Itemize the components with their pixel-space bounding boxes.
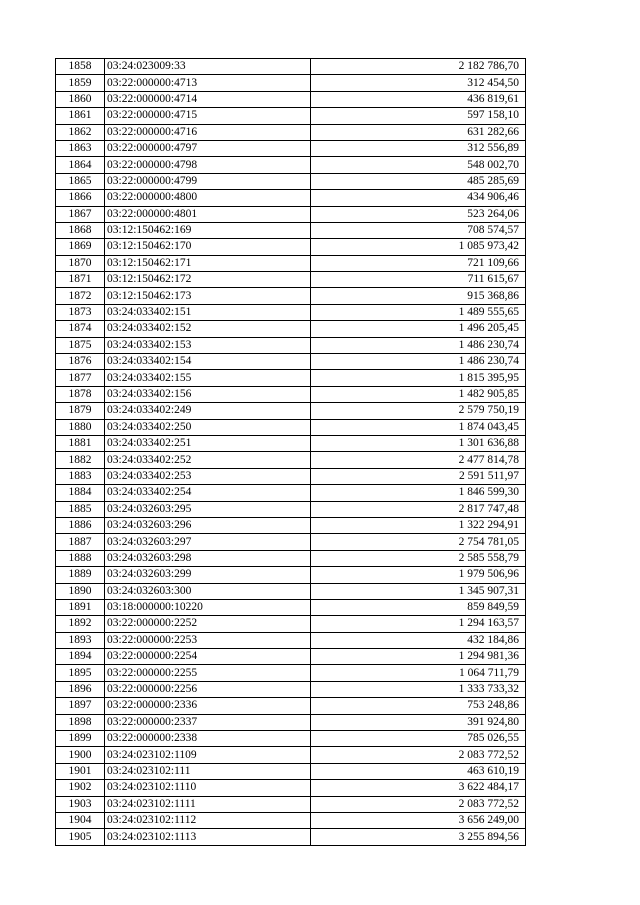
row-number-cell: 1888 (56, 550, 105, 566)
table-row (56, 435, 526, 451)
cadastral-number-cell: 03:22:000000:2337 (105, 714, 311, 730)
cadastral-value-cell: 2 477 814,78 (311, 452, 526, 468)
cadastral-value-cell: 1 489 555,65 (311, 304, 526, 320)
table-row (56, 796, 526, 812)
table-row (56, 75, 526, 91)
cadastral-value-cell: 753 248,86 (311, 698, 526, 714)
row-number-cell: 1903 (56, 796, 105, 812)
cadastral-value-cell: 1 815 395,95 (311, 370, 526, 386)
cadastral-value-cell: 785 026,55 (311, 731, 526, 747)
cadastral-value-cell: 312 454,50 (311, 75, 526, 91)
table-row (56, 419, 526, 435)
table-row (56, 829, 526, 845)
cadastral-number-cell: 03:22:000000:2252 (105, 616, 311, 632)
cadastral-number-cell: 03:24:033402:254 (105, 485, 311, 501)
cadastral-number-cell: 03:22:000000:4715 (105, 108, 311, 124)
cadastral-number-cell: 03:22:000000:2336 (105, 698, 311, 714)
row-number-cell: 1860 (56, 91, 105, 107)
table-row (56, 206, 526, 222)
table-row (56, 616, 526, 632)
row-number-cell: 1879 (56, 403, 105, 419)
cadastral-number-cell: 03:24:023102:1110 (105, 780, 311, 796)
cadastral-number-cell: 03:24:033402:155 (105, 370, 311, 386)
row-number-cell: 1905 (56, 829, 105, 845)
table-row (56, 534, 526, 550)
cadastral-value-cell: 2 591 511,97 (311, 468, 526, 484)
table-row (56, 468, 526, 484)
table-row (56, 370, 526, 386)
table-row (56, 272, 526, 288)
row-number-cell: 1872 (56, 288, 105, 304)
table-row (56, 747, 526, 763)
cadastral-value-table (55, 58, 526, 846)
table-row (56, 386, 526, 402)
cadastral-value-cell: 548 002,70 (311, 157, 526, 173)
row-number-cell: 1902 (56, 780, 105, 796)
cadastral-number-cell: 03:12:150462:172 (105, 272, 311, 288)
row-number-cell: 1878 (56, 386, 105, 402)
cadastral-number-cell: 03:24:023102:1113 (105, 829, 311, 845)
cadastral-value-cell: 1 486 230,74 (311, 354, 526, 370)
row-number-cell: 1894 (56, 649, 105, 665)
cadastral-value-cell: 2 579 750,19 (311, 403, 526, 419)
cadastral-value-cell: 463 610,19 (311, 763, 526, 779)
row-number-cell: 1868 (56, 222, 105, 238)
table-row (56, 763, 526, 779)
cadastral-number-cell: 03:24:033402:152 (105, 321, 311, 337)
cadastral-number-cell: 03:22:000000:4801 (105, 206, 311, 222)
row-number-cell: 1865 (56, 173, 105, 189)
table-row (56, 731, 526, 747)
cadastral-value-cell: 1 333 733,32 (311, 681, 526, 697)
row-number-cell: 1891 (56, 599, 105, 615)
table-body (56, 59, 526, 846)
row-number-cell: 1892 (56, 616, 105, 632)
row-number-cell: 1880 (56, 419, 105, 435)
cadastral-value-cell: 1 874 043,45 (311, 419, 526, 435)
table-row (56, 222, 526, 238)
table-row (56, 632, 526, 648)
table-row (56, 124, 526, 140)
table-row (56, 517, 526, 533)
row-number-cell: 1859 (56, 75, 105, 91)
cadastral-value-cell: 597 158,10 (311, 108, 526, 124)
cadastral-number-cell: 03:22:000000:4713 (105, 75, 311, 91)
row-number-cell: 1882 (56, 452, 105, 468)
row-number-cell: 1881 (56, 435, 105, 451)
cadastral-value-cell: 1 064 711,79 (311, 665, 526, 681)
cadastral-value-cell: 312 556,89 (311, 140, 526, 156)
row-number-cell: 1900 (56, 747, 105, 763)
table-row (56, 599, 526, 615)
cadastral-value-cell: 2 083 772,52 (311, 796, 526, 812)
table-row (56, 714, 526, 730)
cadastral-value-cell: 708 574,57 (311, 222, 526, 238)
row-number-cell: 1863 (56, 140, 105, 156)
cadastral-value-cell: 1 846 599,30 (311, 485, 526, 501)
cadastral-number-cell: 03:24:032603:297 (105, 534, 311, 550)
table-row (56, 255, 526, 271)
row-number-cell: 1869 (56, 239, 105, 255)
table-row (56, 140, 526, 156)
cadastral-value-cell: 3 622 484,17 (311, 780, 526, 796)
cadastral-value-cell: 2 817 747,48 (311, 501, 526, 517)
cadastral-number-cell: 03:24:033402:153 (105, 337, 311, 353)
row-number-cell: 1871 (56, 272, 105, 288)
cadastral-number-cell: 03:24:032603:296 (105, 517, 311, 533)
cadastral-number-cell: 03:24:033402:252 (105, 452, 311, 468)
row-number-cell: 1886 (56, 517, 105, 533)
cadastral-value-cell: 434 906,46 (311, 190, 526, 206)
table-row (56, 239, 526, 255)
cadastral-value-cell: 1 496 205,45 (311, 321, 526, 337)
cadastral-number-cell: 03:22:000000:4799 (105, 173, 311, 189)
row-number-cell: 1899 (56, 731, 105, 747)
table-row (56, 665, 526, 681)
row-number-cell: 1858 (56, 59, 105, 75)
cadastral-number-cell: 03:22:000000:2254 (105, 649, 311, 665)
table-row (56, 550, 526, 566)
row-number-cell: 1889 (56, 567, 105, 583)
row-number-cell: 1870 (56, 255, 105, 271)
table-row (56, 173, 526, 189)
row-number-cell: 1898 (56, 714, 105, 730)
cadastral-number-cell: 03:24:033402:151 (105, 304, 311, 320)
cadastral-value-cell: 1 294 163,57 (311, 616, 526, 632)
cadastral-number-cell: 03:22:000000:4800 (105, 190, 311, 206)
cadastral-value-cell: 1 486 230,74 (311, 337, 526, 353)
cadastral-value-cell: 1 482 905,85 (311, 386, 526, 402)
row-number-cell: 1901 (56, 763, 105, 779)
cadastral-value-cell: 2 182 786,70 (311, 59, 526, 75)
table-row (56, 649, 526, 665)
table-row (56, 354, 526, 370)
cadastral-number-cell: 03:12:150462:170 (105, 239, 311, 255)
cadastral-number-cell: 03:24:032603:299 (105, 567, 311, 583)
cadastral-value-cell: 1 294 981,36 (311, 649, 526, 665)
cadastral-number-cell: 03:24:032603:300 (105, 583, 311, 599)
row-number-cell: 1873 (56, 304, 105, 320)
table-row (56, 59, 526, 75)
cadastral-value-cell: 1 979 506,96 (311, 567, 526, 583)
cadastral-number-cell: 03:24:032603:295 (105, 501, 311, 517)
table-row (56, 157, 526, 173)
cadastral-value-cell: 2 585 558,79 (311, 550, 526, 566)
cadastral-number-cell: 03:24:023102:1112 (105, 812, 311, 828)
cadastral-value-cell: 523 264,06 (311, 206, 526, 222)
row-number-cell: 1885 (56, 501, 105, 517)
row-number-cell: 1874 (56, 321, 105, 337)
cadastral-number-cell: 03:22:000000:4716 (105, 124, 311, 140)
cadastral-number-cell: 03:22:000000:4714 (105, 91, 311, 107)
table-row (56, 583, 526, 599)
cadastral-value-cell: 859 849,59 (311, 599, 526, 615)
row-number-cell: 1864 (56, 157, 105, 173)
cadastral-value-cell: 1 085 973,42 (311, 239, 526, 255)
cadastral-number-cell: 03:12:150462:173 (105, 288, 311, 304)
cadastral-value-cell: 3 255 894,56 (311, 829, 526, 845)
cadastral-value-cell: 631 282,66 (311, 124, 526, 140)
table-row (56, 91, 526, 107)
row-number-cell: 1876 (56, 354, 105, 370)
cadastral-value-cell: 2 083 772,52 (311, 747, 526, 763)
cadastral-number-cell: 03:12:150462:169 (105, 222, 311, 238)
table-row (56, 190, 526, 206)
cadastral-value-cell: 721 109,66 (311, 255, 526, 271)
row-number-cell: 1862 (56, 124, 105, 140)
cadastral-number-cell: 03:24:033402:253 (105, 468, 311, 484)
cadastral-number-cell: 03:22:000000:4797 (105, 140, 311, 156)
cadastral-value-cell: 711 615,67 (311, 272, 526, 288)
table-row (56, 304, 526, 320)
row-number-cell: 1890 (56, 583, 105, 599)
cadastral-number-cell: 03:18:000000:10220 (105, 599, 311, 615)
table-row (56, 698, 526, 714)
cadastral-number-cell: 03:24:033402:156 (105, 386, 311, 402)
row-number-cell: 1866 (56, 190, 105, 206)
row-number-cell: 1877 (56, 370, 105, 386)
cadastral-number-cell: 03:24:023102:1111 (105, 796, 311, 812)
table-row (56, 321, 526, 337)
table-row (56, 403, 526, 419)
table-row (56, 780, 526, 796)
cadastral-value-cell: 1 345 907,31 (311, 583, 526, 599)
cadastral-number-cell: 03:22:000000:4798 (105, 157, 311, 173)
cadastral-number-cell: 03:22:000000:2255 (105, 665, 311, 681)
cadastral-value-cell: 391 924,80 (311, 714, 526, 730)
cadastral-value-cell: 485 285,69 (311, 173, 526, 189)
row-number-cell: 1904 (56, 812, 105, 828)
cadastral-value-cell: 432 184,86 (311, 632, 526, 648)
table-row (56, 681, 526, 697)
cadastral-number-cell: 03:24:033402:250 (105, 419, 311, 435)
table-row (56, 108, 526, 124)
table-row (56, 567, 526, 583)
cadastral-number-cell: 03:22:000000:2338 (105, 731, 311, 747)
cadastral-number-cell: 03:24:033402:154 (105, 354, 311, 370)
cadastral-number-cell: 03:22:000000:2253 (105, 632, 311, 648)
cadastral-number-cell: 03:24:023009:33 (105, 59, 311, 75)
cadastral-number-cell: 03:24:033402:251 (105, 435, 311, 451)
row-number-cell: 1896 (56, 681, 105, 697)
table-row (56, 812, 526, 828)
table-row (56, 452, 526, 468)
row-number-cell: 1884 (56, 485, 105, 501)
row-number-cell: 1893 (56, 632, 105, 648)
row-number-cell: 1897 (56, 698, 105, 714)
cadastral-number-cell: 03:24:033402:249 (105, 403, 311, 419)
row-number-cell: 1867 (56, 206, 105, 222)
cadastral-value-cell: 1 322 294,91 (311, 517, 526, 533)
cadastral-number-cell: 03:24:023102:111 (105, 763, 311, 779)
row-number-cell: 1887 (56, 534, 105, 550)
row-number-cell: 1875 (56, 337, 105, 353)
cadastral-value-cell: 1 301 636,88 (311, 435, 526, 451)
table-row (56, 501, 526, 517)
row-number-cell: 1883 (56, 468, 105, 484)
cadastral-value-cell: 3 656 249,00 (311, 812, 526, 828)
row-number-cell: 1895 (56, 665, 105, 681)
cadastral-number-cell: 03:12:150462:171 (105, 255, 311, 271)
cadastral-value-cell: 436 819,61 (311, 91, 526, 107)
table-row (56, 288, 526, 304)
cadastral-value-cell: 2 754 781,05 (311, 534, 526, 550)
cadastral-number-cell: 03:22:000000:2256 (105, 681, 311, 697)
cadastral-value-cell: 915 368,86 (311, 288, 526, 304)
cadastral-number-cell: 03:24:032603:298 (105, 550, 311, 566)
table-row (56, 485, 526, 501)
table-row (56, 337, 526, 353)
cadastral-number-cell: 03:24:023102:1109 (105, 747, 311, 763)
row-number-cell: 1861 (56, 108, 105, 124)
